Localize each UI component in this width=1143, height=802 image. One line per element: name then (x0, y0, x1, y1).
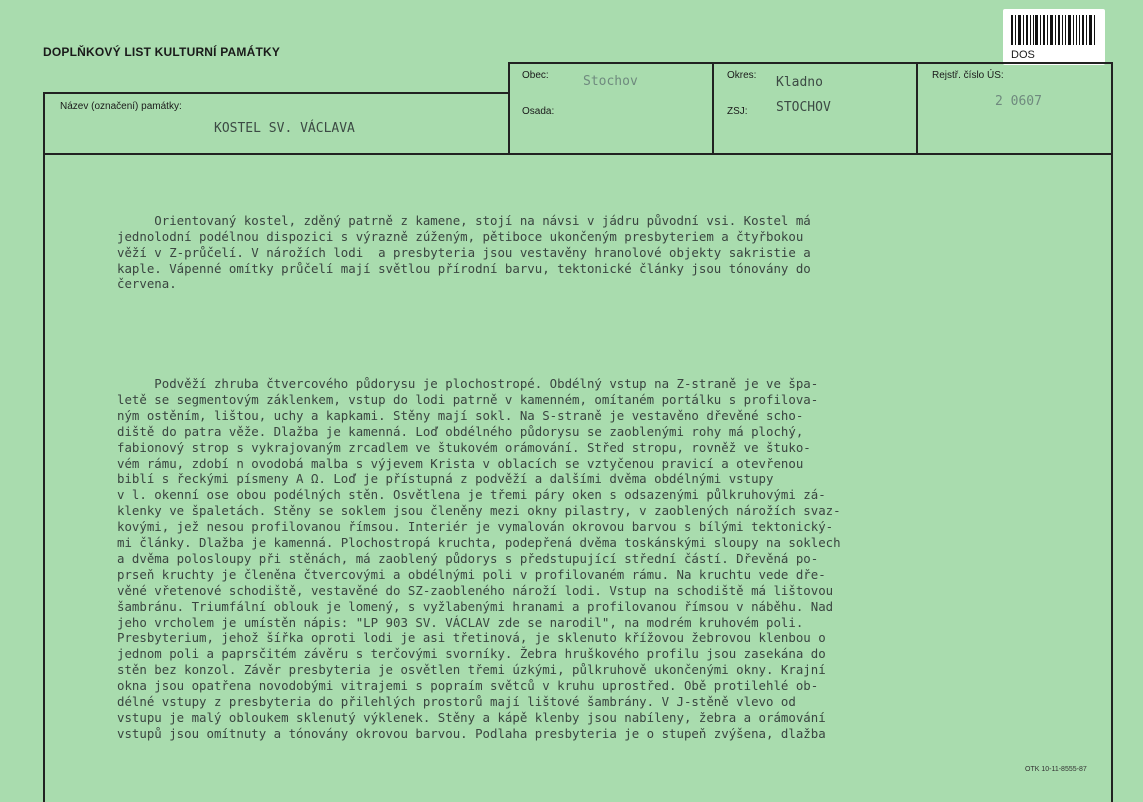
description-line: v l. okenní ose obou podélných stěn. Osvětlena je třemi páry oken s odsazenými půlkruhovými zá- (117, 487, 826, 503)
description-line: ným ostěním, lištou, uchy a kapkami. Stěny mají sokl. Na S-straně je vestavěno dřevěné scho- (117, 407, 804, 423)
header-top-line (508, 62, 1113, 64)
header-divider-2 (712, 62, 714, 154)
description-line: diště do patra věže. Dlažba je kamenná. Loď obdélného půdorysu se zaoblenými rohy má plochý, (117, 423, 804, 439)
description-line: okna jsou opatřena novodobými vitrajemi s popraím světců v kruhu uprostřed. Obě protilehlé ob- (117, 678, 819, 694)
description-paragraph-1 (117, 213, 1062, 293)
description-line: vstupu je malý obloukem sklenutý výklenek. Stěny a kápě klenby jsou nabíleny, žebra a orámování (117, 710, 826, 725)
okres-label: Okres: (727, 70, 757, 81)
osada-label: Osada: (522, 106, 555, 117)
description-line: klenky ve špaletách. Stěny se soklem jsou členěny mezi okny pilastry, v zaoblených nárožích svaz- (117, 503, 841, 519)
right-border (1111, 62, 1113, 802)
description-line: Podvěží zhruba čtvercového půdorysu je plochostropé. Obdélný vstup na Z-straně je ve špa- (117, 375, 819, 391)
obec-label: Obec: (522, 70, 549, 81)
description-line: jednom poli a paprsčitém závěru s terčovými svorníky. Žebra hruškového profilu jsou zasekána do (117, 646, 826, 662)
description-line: jeho vrcholem je umístěn nápis: "LP 903 SV. VÁCLAV zde se narodil", na modrém kruhovém poli. (117, 614, 804, 630)
header-bottom-line (43, 153, 1113, 155)
description-line: věží v Z-průčelí. V nárožích lodi a presbyteria jsou vestavěny hranolové objekty sakristie a (117, 244, 811, 260)
obec-value: Stochov (583, 74, 638, 89)
description-line: biblí s řeckými písmeny A Ω. Loď je přístupná z podvěží a dalšími dvěma obdélnými vstupy (117, 471, 774, 487)
zsj-value: STOCHOV (776, 100, 831, 115)
barcode-icon (1011, 15, 1097, 45)
description-line: červena. (117, 276, 177, 292)
description-line: vstupů jsou omítnuty a tónovány okrovou barvou. Podlaha presbyteria je o stupeň zvýšena, dlažba (117, 725, 826, 741)
rejstr-label: Rejstř. číslo ÚS: (932, 70, 1004, 81)
header-divider-3 (916, 62, 918, 154)
nazev-value: KOSTEL SV. VÁCLAVA (214, 121, 355, 136)
description-line: fabionový strop s vykrajovaným zrcadlem ve štukovém orámování. Střed stropu, rovněž ve štuko- (117, 439, 811, 455)
form-title: DOPLŇKOVÝ LIST KULTURNÍ PAMÁTKY (43, 45, 281, 59)
nazev-label: Název (označení) památky: (60, 101, 182, 112)
description-line: Orientovaný kostel, zděný patrně z kamene, stojí na návsi v jádru původní vsi. Kostel má (117, 212, 811, 228)
description-line: šambránu. Triumfální oblouk je lomený, s vyžlabenými hranami a profilovanou římsou v náběhu. Nad (117, 598, 834, 614)
description-line: kaple. Vápenné omítky průčelí mají světlou přírodní barvu, tektonické články jsou tónovány do (117, 260, 811, 276)
name-top-line (43, 92, 510, 94)
description-paragraph-2 (117, 376, 1062, 742)
barcode-label: DOS (1011, 49, 1035, 61)
description-line: mi články. Dlažba je kamenná. Plochostropá kruchta, podepřená dvěma toskánskými sloupy na soklech (117, 535, 841, 551)
description-text (117, 181, 1062, 758)
description-line: vém rámu, zdobí n ovodobá malba s výjevem Krista v oblacích se vztyčenou pravicí a otevřenou (117, 455, 804, 471)
header-divider-1 (508, 62, 510, 154)
description-line: prseň kruchty je členěna čtvercovými a obdélnými poli v profilovaném rámu. Na kruchtu vede dře- (117, 566, 826, 582)
description-line: a dvěma polosloupy při stěnách, má zaoblený půdorys s předstupující střední částí. Dřevěná po- (117, 550, 819, 566)
okres-value: Kladno (776, 75, 823, 90)
zsj-label: ZSJ: (727, 106, 748, 117)
form-footer-code: OTK 10-11-8555-87 (1025, 766, 1087, 773)
description-line: stěn bez konzol. Závěr presbyteria je osvětlen třemi úzkými, půlkruhově ukončenými okny. Krajní (117, 662, 826, 678)
description-line: letě se segmentovým záklenkem, vstup do lodi patrně v kamenném, omítaném portálku s profilova- (117, 391, 819, 407)
description-line: délné vstupy z presbyteria do přilehlých prostorů mají lištové šambrány. V J-stěně vlevo od (117, 694, 796, 710)
description-line: kovými, jež nesou profilovanou římsou. Interiér je vymalován okrovou barvou s bílými tektonický- (117, 519, 834, 535)
left-border (43, 92, 45, 802)
description-line: Presbyterium, jehož šířka oproti lodi je asi třetinová, je sklenuto křížovou žebrovou klenbou o (117, 630, 826, 646)
rejstr-value: 2 0607 (995, 94, 1042, 109)
description-line: věné vřetenové schodiště, vestavěné do SZ-zaobleného nároží lodi. Vstup na schodiště má lištovou (117, 582, 834, 598)
barcode-sticker (1003, 9, 1105, 65)
description-line: jednolodní podélnou dispozici s výrazně zúženým, pětiboce ukončeným presbyteriem a čtyřbokou (117, 228, 804, 244)
